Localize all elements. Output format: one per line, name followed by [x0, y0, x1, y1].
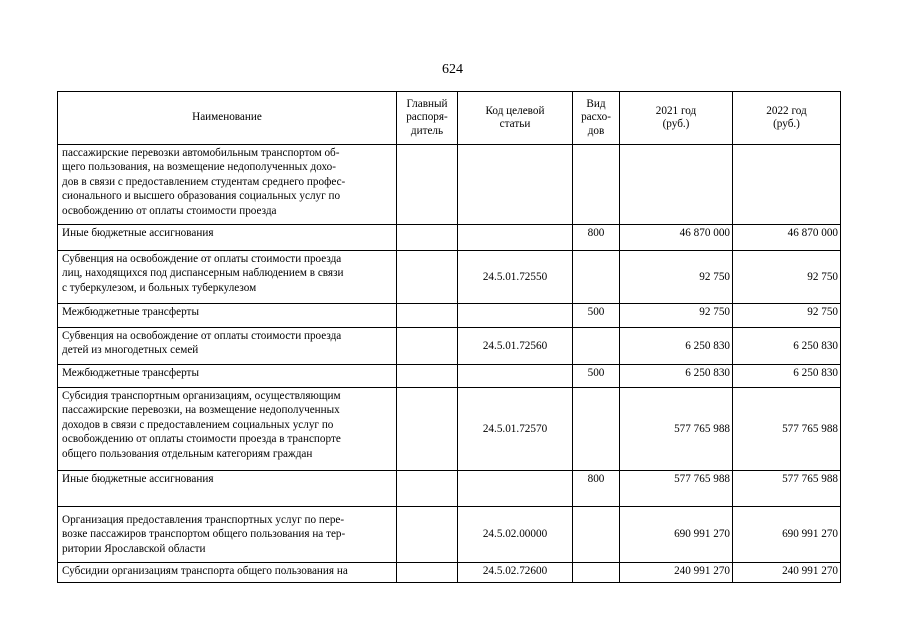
table-row: [58, 365, 841, 388]
table-row: [58, 145, 841, 225]
cell-target-code: 24.5.02.72600: [458, 563, 573, 583]
cell-year-2021: 690 991 270: [620, 507, 733, 563]
header-expense-type: Вид расхо- дов: [573, 92, 620, 145]
header-year-2021: 2021 год (руб.): [620, 92, 733, 145]
table-header-row: [58, 92, 841, 145]
cell-expense-type: 800: [573, 225, 620, 251]
cell-expense-type: [573, 251, 620, 304]
table-row: [58, 388, 841, 471]
cell-year-2022: 92 750: [733, 251, 841, 304]
cell-year-2021: 577 765 988: [620, 471, 733, 507]
cell-chief-administrator: [397, 304, 458, 328]
table-row: [58, 328, 841, 365]
cell-chief-administrator: [397, 471, 458, 507]
cell-name: пассажирские перевозки автомобильным транспортом об- щего пользования, на возмещение недополученных дохо- дов в связи с предоставлением студентам среднего профес- сионального и высшего образования социальных услуг по освобождению от оплаты стоимости проезда: [58, 145, 397, 225]
cell-target-code: 24.5.01.72560: [458, 328, 573, 365]
cell-year-2021: [620, 145, 733, 225]
cell-name: Субвенция на освобождение от оплаты стоимости проезда детей из многодетных семей: [58, 328, 397, 365]
cell-chief-administrator: [397, 328, 458, 365]
table-row: [58, 563, 841, 583]
cell-expense-type: [573, 507, 620, 563]
cell-target-code: [458, 225, 573, 251]
cell-year-2021: 6 250 830: [620, 365, 733, 388]
cell-name: Субсидия транспортным организациям, осуществляющим пассажирские перевозки, на возмещение недополученных доходов в связи с предоставлением социальных услуг по освобождению от оплаты стоимости проезда в транспорте общего пользования отдельным категориям граждан: [58, 388, 397, 471]
cell-expense-type: 500: [573, 304, 620, 328]
cell-name: Субвенция на освобождение от оплаты стоимости проезда лиц, находящихся под диспансерным наблюдением в связи с туберкулезом, и больных туберкулезом: [58, 251, 397, 304]
cell-target-code: [458, 471, 573, 507]
cell-chief-administrator: [397, 225, 458, 251]
table-row: [58, 304, 841, 328]
cell-year-2022: 6 250 830: [733, 328, 841, 365]
cell-expense-type: [573, 388, 620, 471]
cell-chief-administrator: [397, 251, 458, 304]
cell-year-2022: 690 991 270: [733, 507, 841, 563]
cell-target-code: [458, 304, 573, 328]
cell-chief-administrator: [397, 145, 458, 225]
header-chief-administrator: Главный распоря- дитель: [397, 92, 458, 145]
cell-expense-type: [573, 145, 620, 225]
header-target-code: Код целевой статьи: [458, 92, 573, 145]
cell-year-2022: [733, 145, 841, 225]
cell-year-2021: 92 750: [620, 251, 733, 304]
table-row: [58, 225, 841, 251]
cell-target-code: [458, 365, 573, 388]
cell-name: Межбюджетные трансферты: [58, 304, 397, 328]
page-number: 624: [442, 62, 463, 77]
cell-year-2021: 577 765 988: [620, 388, 733, 471]
cell-year-2021: 92 750: [620, 304, 733, 328]
cell-year-2021: 240 991 270: [620, 563, 733, 583]
cell-year-2022: 577 765 988: [733, 471, 841, 507]
cell-expense-type: 500: [573, 365, 620, 388]
cell-name: Иные бюджетные ассигнования: [58, 471, 397, 507]
cell-target-code: [458, 145, 573, 225]
table-row: [58, 471, 841, 507]
cell-year-2022: 92 750: [733, 304, 841, 328]
cell-name: Иные бюджетные ассигнования: [58, 225, 397, 251]
cell-year-2021: 46 870 000: [620, 225, 733, 251]
cell-target-code: 24.5.02.00000: [458, 507, 573, 563]
cell-year-2022: 240 991 270: [733, 563, 841, 583]
cell-year-2021: 6 250 830: [620, 328, 733, 365]
table-row: [58, 507, 841, 563]
cell-chief-administrator: [397, 563, 458, 583]
cell-name: Субсидии организациям транспорта общего пользования на: [58, 563, 397, 583]
cell-chief-administrator: [397, 388, 458, 471]
cell-expense-type: [573, 328, 620, 365]
cell-year-2022: 577 765 988: [733, 388, 841, 471]
cell-target-code: 24.5.01.72550: [458, 251, 573, 304]
cell-target-code: 24.5.01.72570: [458, 388, 573, 471]
cell-name: Организация предоставления транспортных услуг по пере- возке пассажиров транспортом общего пользования на тер- ритории Ярославской области: [58, 507, 397, 563]
budget-table: [57, 91, 841, 583]
header-name: Наименование: [58, 92, 397, 145]
cell-year-2022: 46 870 000: [733, 225, 841, 251]
cell-chief-administrator: [397, 507, 458, 563]
cell-expense-type: [573, 563, 620, 583]
cell-expense-type: 800: [573, 471, 620, 507]
header-year-2022: 2022 год (руб.): [733, 92, 841, 145]
table-row: [58, 251, 841, 304]
cell-name: Межбюджетные трансферты: [58, 365, 397, 388]
cell-chief-administrator: [397, 365, 458, 388]
cell-year-2022: 6 250 830: [733, 365, 841, 388]
